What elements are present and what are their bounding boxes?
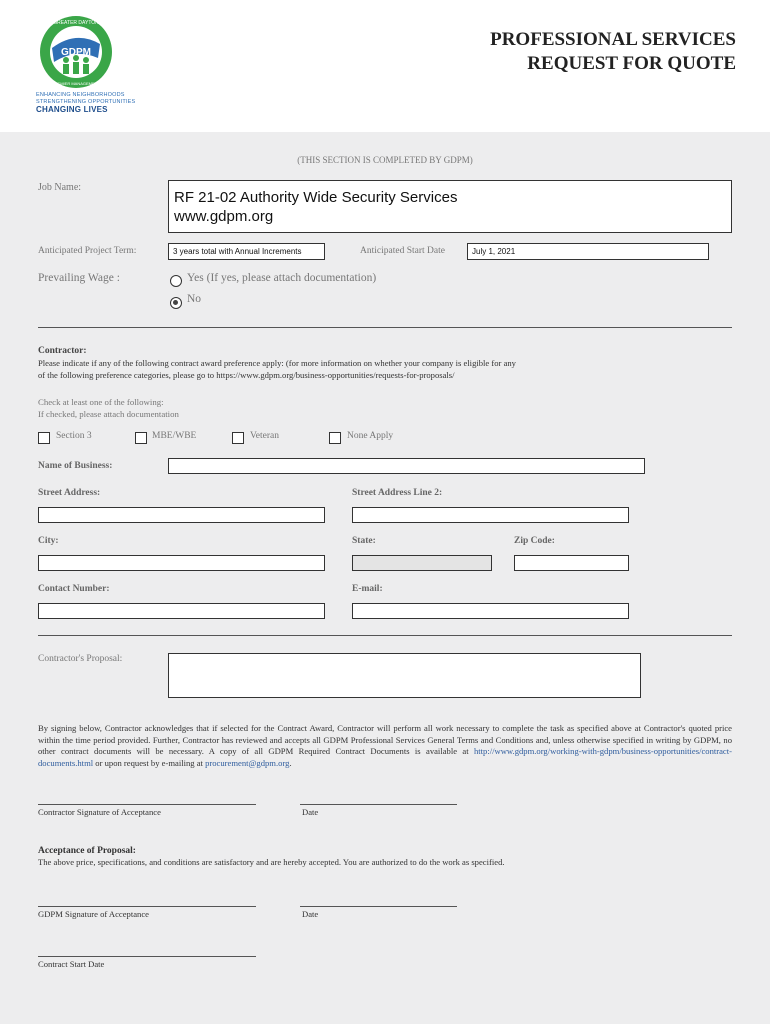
contract-start-label: Contract Start Date <box>38 959 105 969</box>
phone-input[interactable] <box>38 603 325 619</box>
term-value: 3 years total with Annual Increments <box>173 247 302 256</box>
zip-label: Zip Code: <box>514 536 555 546</box>
contract-documents-link[interactable]: http://www.gdpm.org/working-with-gdpm/business-opportunities/contract-documents.html <box>38 746 732 768</box>
start-date-label: Anticipated Start Date <box>360 246 445 256</box>
terms-text: By signing below, Contractor acknowledges that if selected for the Contract Award, Contractor will perform all work necessary to complete the task as specified above at Contractor's quoted price within the time period provided. Further, Contractor has reviewed and accepts all GDPM Professional Services General Terms and Conditions and, unless otherwise specified in writing by GDPM, no other contract documents will be necessary. A copy of all GDPM Required Contract Documents is available at <box>38 723 732 756</box>
gdpm-signature-line[interactable] <box>38 906 256 907</box>
contractor-signature-line[interactable] <box>38 804 256 805</box>
terms-paragraph <box>38 723 732 769</box>
street-input[interactable] <box>38 507 325 523</box>
contract-start-line[interactable] <box>38 956 256 957</box>
job-name-line-1: RF 21-02 Authority Wide Security Services <box>174 189 458 206</box>
state-select[interactable] <box>352 555 492 571</box>
terms-end: . <box>289 757 292 768</box>
tagline-line-1: ENHANCING NEIGHBORHOODS <box>36 92 125 98</box>
proposal-label: Contractor's Proposal: <box>38 654 123 664</box>
zip-input[interactable] <box>514 555 629 571</box>
page-title <box>490 28 736 76</box>
contractor-intro <box>38 358 738 381</box>
job-name-line-2: www.gdpm.org <box>174 208 274 225</box>
page-header <box>0 0 770 132</box>
gdpm-section-note: (THIS SECTION IS COMPLETED BY GDPM) <box>297 155 473 165</box>
check-note <box>38 397 179 420</box>
section3-label: Section 3 <box>56 431 92 441</box>
wage-no-radio[interactable] <box>170 297 182 309</box>
job-name-field[interactable] <box>168 180 732 233</box>
section-divider-2 <box>38 635 732 636</box>
gdpm-logo <box>38 14 114 90</box>
logo-tagline <box>36 92 135 115</box>
city-input[interactable] <box>38 555 325 571</box>
street2-label: Street Address Line 2: <box>352 488 443 498</box>
prevailing-wage-label: Prevailing Wage : <box>38 272 120 284</box>
logo-text-bottom: PREMIER MANAGEMENT <box>51 81 101 86</box>
wage-no-label: No <box>187 293 202 305</box>
title-line-2: REQUEST FOR QUOTE <box>527 53 736 74</box>
contractor-heading: Contractor: <box>38 346 87 356</box>
check-note-line-1: Check at least one of the following: <box>38 397 164 407</box>
start-date-value: July 1, 2021 <box>472 247 516 256</box>
business-label: Name of Business: <box>38 461 113 471</box>
city-label: City: <box>38 536 59 546</box>
section3-checkbox[interactable] <box>38 432 50 444</box>
acceptance-text: The above price, specifications, and conditions are satisfactory and are hereby accepted. You are authorized to do the work as specified. <box>38 857 505 867</box>
phone-label: Contact Number: <box>38 584 110 594</box>
mbe-wbe-label: MBE/WBE <box>152 431 197 441</box>
wage-yes-radio[interactable] <box>170 275 182 287</box>
term-label: Anticipated Project Term: <box>38 246 137 256</box>
business-input[interactable] <box>168 458 645 474</box>
acceptance-heading: Acceptance of Proposal: <box>38 846 136 856</box>
none-apply-checkbox[interactable] <box>329 432 341 444</box>
procurement-email-link[interactable]: procurement@gdpm.org <box>205 757 290 768</box>
email-input[interactable] <box>352 603 629 619</box>
section-divider-1 <box>38 327 732 328</box>
logo-text-top: GREATER DAYTON <box>53 20 99 26</box>
none-apply-label: None Apply <box>347 431 394 441</box>
street2-input[interactable] <box>352 507 629 523</box>
terms-mid: or upon request by e-mailing at <box>93 757 206 768</box>
title-line-1: PROFESSIONAL SERVICES <box>490 29 736 50</box>
email-label: E-mail: <box>352 584 383 594</box>
start-date-field[interactable] <box>467 243 709 260</box>
check-note-line-2: If checked, please attach documentation <box>38 408 179 419</box>
gdpm-signature-label: GDPM Signature of Acceptance <box>38 909 149 919</box>
logo-text-gdpm: GDPM <box>61 47 91 58</box>
state-label: State: <box>352 536 376 546</box>
veteran-checkbox[interactable] <box>232 432 244 444</box>
wage-yes-label: Yes (If yes, please attach documentation) <box>187 272 377 284</box>
date2-line[interactable] <box>300 906 457 907</box>
veteran-label: Veteran <box>250 431 280 441</box>
job-name-value <box>174 188 457 226</box>
tagline-line-3: CHANGING LIVES <box>36 105 108 114</box>
contractor-intro-line-1: Please indicate if any of the following contract award preference apply: (for more information on whether your company is eligible for any <box>38 358 516 368</box>
job-name-label: Job Name: <box>38 182 82 193</box>
date2-label: Date <box>302 909 319 919</box>
mbe-wbe-checkbox[interactable] <box>135 432 147 444</box>
proposal-textarea[interactable] <box>168 653 641 698</box>
date1-label: Date <box>302 807 319 817</box>
contractor-signature-label: Contractor Signature of Acceptance <box>38 807 161 817</box>
tagline-line-2: STRENGTHENING OPPORTUNITIES <box>36 98 136 105</box>
term-field[interactable] <box>168 243 325 260</box>
contractor-intro-line-2: of the following preference categories, please go to https://www.gdpm.org/business-opportunities/requests-for-proposals/ <box>38 369 455 380</box>
street-label: Street Address: <box>38 488 101 498</box>
date1-line[interactable] <box>300 804 457 805</box>
